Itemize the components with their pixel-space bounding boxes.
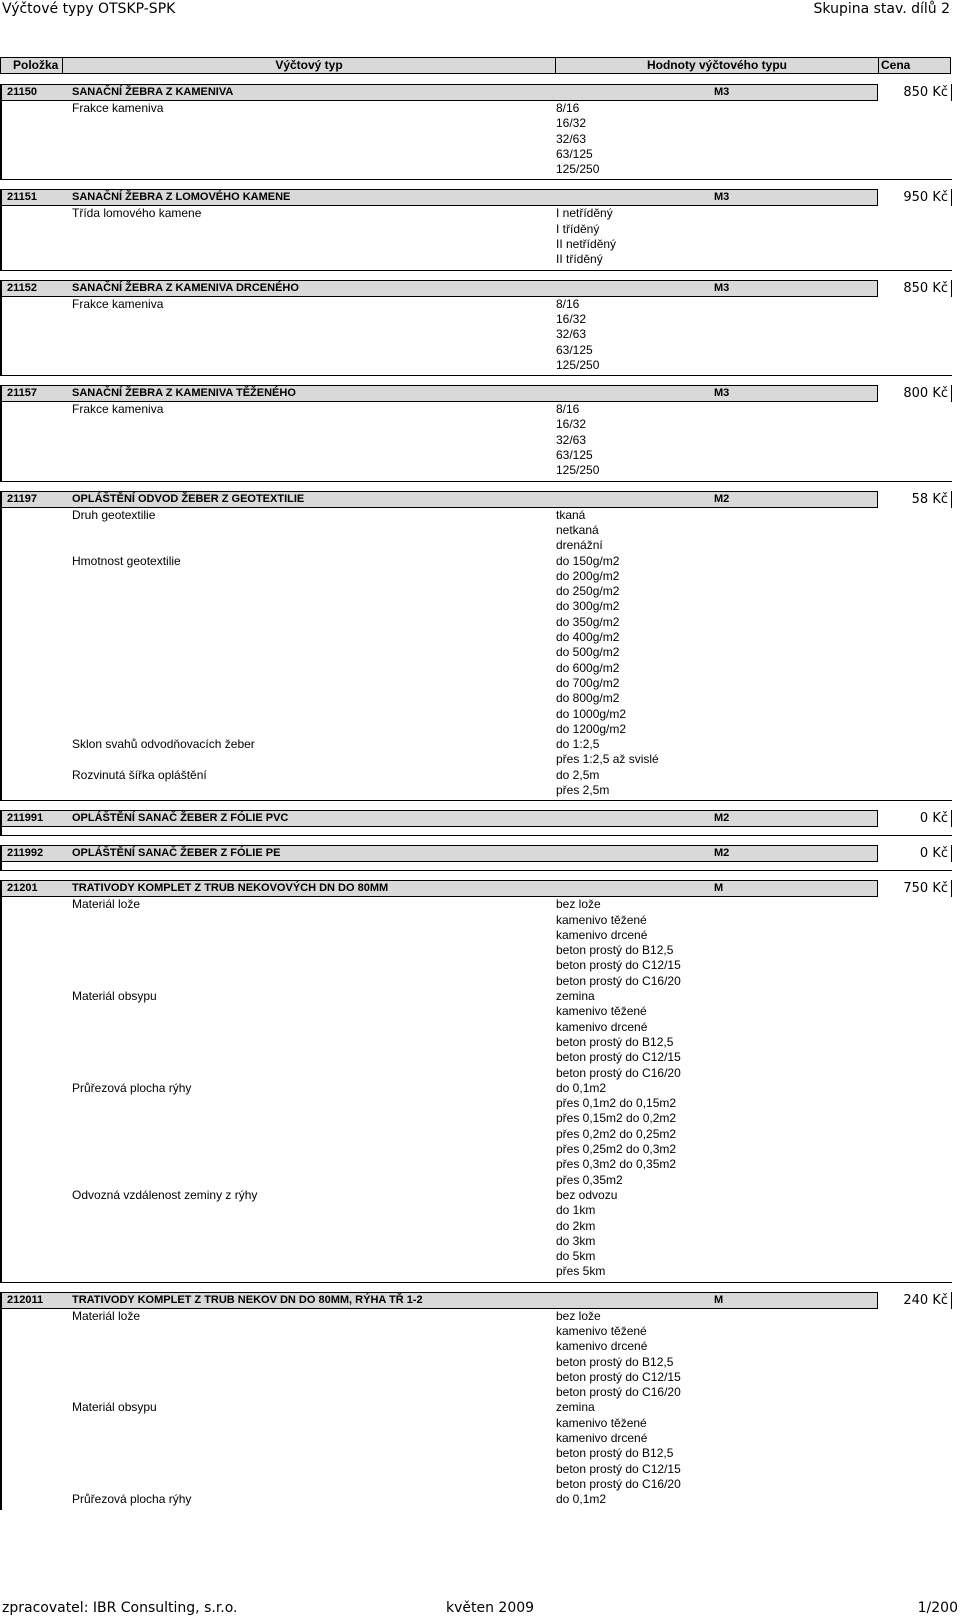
item-header-row: [0, 84, 952, 101]
property-value: 32/63: [556, 131, 587, 146]
property-name: Průřezová plocha rýhy: [72, 1080, 192, 1095]
item-block: [0, 84, 960, 180]
property-name: Hmotnost geotextilie: [72, 553, 181, 568]
property-values: [556, 1309, 681, 1401]
property-value: beton prostý do C12/15: [556, 958, 681, 973]
property-value: II tříděný: [556, 252, 603, 267]
property-value: do 200g/m2: [556, 568, 620, 583]
item-unit: M3: [714, 387, 730, 400]
property-value: 63/125: [556, 146, 593, 161]
item-body: [0, 297, 952, 376]
property-value: 32/63: [556, 432, 587, 447]
property-name: Materiál lože: [72, 897, 141, 912]
item-code: 211991: [7, 812, 44, 825]
property-row: [2, 297, 952, 373]
property-value: netkaná: [556, 522, 599, 537]
item-name: OPLÁŠTĚNÍ SANAČ ŽEBER Z FÓLIE PVC: [72, 812, 289, 825]
item-header-row: [0, 491, 952, 508]
item-body: [0, 897, 952, 1282]
item-price: 950 Kč: [877, 189, 951, 206]
property-value: beton prostý do C16/20: [556, 1476, 681, 1491]
property-value: beton prostý do C16/20: [556, 973, 681, 988]
item-body: [0, 508, 952, 802]
item-unit: M: [714, 882, 724, 895]
property-values: [556, 989, 681, 1081]
item-header-row: [0, 280, 952, 297]
property-value: do 1km: [556, 1203, 596, 1218]
property-value: 8/16: [556, 402, 580, 417]
item-block: [0, 189, 960, 270]
property-values: [556, 101, 599, 177]
item-code: 211992: [7, 847, 44, 860]
column-header-row: [0, 57, 952, 74]
property-value: beton prostý do B12,5: [556, 1354, 674, 1369]
property-value: beton prostý do C12/15: [556, 1461, 681, 1476]
item-unit: M2: [714, 847, 730, 860]
property-value: do 350g/m2: [556, 614, 620, 629]
property-value: I netříděný: [556, 206, 613, 221]
property-value: 8/16: [556, 296, 580, 311]
property-value: přes 0,25m2 do 0,3m2: [556, 1142, 677, 1157]
item-unit: M3: [714, 281, 730, 294]
property-value: 16/32: [556, 311, 587, 326]
item-block: [0, 1292, 960, 1510]
property-row: [2, 1081, 952, 1188]
property-value: do 300g/m2: [556, 599, 620, 614]
property-value: do 250g/m2: [556, 584, 620, 599]
item-price: 0 Kč: [877, 845, 951, 862]
property-row: [2, 1492, 952, 1507]
property-value: do 1:2,5: [556, 737, 600, 752]
property-value: do 2km: [556, 1218, 596, 1233]
item-header-row: [0, 189, 952, 206]
property-row: [2, 101, 952, 177]
item-block: [0, 280, 960, 376]
item-header-row: [0, 1292, 952, 1309]
item-name: SANAČNÍ ŽEBRA Z KAMENIVA TĚŽENÉHO: [72, 387, 296, 400]
property-value: 63/125: [556, 342, 593, 357]
property-value: beton prostý do C16/20: [556, 1065, 681, 1080]
header-group: Skupina stav. dílů 2: [813, 1, 950, 17]
property-row: [2, 508, 952, 554]
item-body: [0, 827, 952, 836]
item-body: [0, 206, 952, 270]
property-value: II netříděný: [556, 237, 617, 252]
property-value: beton prostý do B12,5: [556, 943, 674, 958]
item-unit: M2: [714, 492, 730, 505]
item-price: 800 Kč: [877, 385, 951, 402]
property-name: Druh geotextilie: [72, 507, 156, 522]
item-name: OPLÁŠTĚNÍ SANAČ ŽEBER Z FÓLIE PE: [72, 847, 281, 860]
item-code: 21197: [7, 492, 37, 505]
item-body: [0, 1309, 952, 1510]
property-value: kamenivo těžené: [556, 1324, 647, 1338]
property-name: Materiál obsypu: [72, 1400, 157, 1415]
item-name: TRATIVODY KOMPLET Z TRUB NEKOVOVÝCH DN DO 80MM: [72, 882, 389, 895]
property-value: zemina: [556, 989, 595, 1004]
item-price: 0 Kč: [877, 810, 951, 827]
column-header-item: Položka: [0, 57, 63, 74]
item-price: 58 Kč: [877, 491, 951, 508]
property-value: beton prostý do B12,5: [556, 1034, 674, 1049]
property-name: Třída lomového kamene: [72, 206, 202, 221]
item-name: SANAČNÍ ŽEBRA Z KAMENIVA: [72, 86, 234, 98]
item-code: 21201: [7, 882, 38, 895]
footer-date: květen 2009: [446, 1600, 535, 1616]
property-name: Frakce kameniva: [72, 101, 164, 115]
property-value: beton prostý do B12,5: [556, 1446, 674, 1461]
property-value: zemina: [556, 1400, 595, 1415]
column-header-type: Výčtový typ: [62, 57, 556, 74]
property-value: beton prostý do C12/15: [556, 1369, 681, 1384]
property-value: do 0,1m2: [556, 1492, 607, 1507]
property-value: do 5km: [556, 1249, 596, 1264]
item-block: [0, 810, 960, 836]
footer-page-number: 1/200: [917, 1600, 958, 1616]
column-header-price: Cena: [878, 57, 951, 74]
property-values: [556, 1400, 681, 1492]
item-code: 21150: [7, 86, 37, 98]
property-row: [2, 1309, 952, 1401]
property-value: drenážní: [556, 538, 603, 553]
property-values: [556, 1188, 617, 1280]
property-value: bez lože: [556, 897, 601, 912]
property-value: I tříděný: [556, 221, 600, 236]
column-header-values: Hodnoty výčtového typu: [555, 57, 879, 74]
property-row: [2, 1400, 952, 1492]
property-value: přes 0,35m2: [556, 1172, 623, 1187]
property-name: Materiál obsypu: [72, 989, 157, 1004]
property-name: Frakce kameniva: [72, 296, 164, 311]
property-value: kamenivo drcené: [556, 1431, 648, 1446]
item-price: 850 Kč: [877, 84, 951, 101]
item-body: [0, 402, 952, 481]
property-value: bez lože: [556, 1308, 601, 1323]
property-row: [2, 1188, 952, 1280]
property-values: [556, 737, 659, 768]
item-body: [0, 862, 952, 871]
item-code: 21152: [7, 281, 37, 294]
property-row: [2, 402, 952, 478]
property-name: Frakce kameniva: [72, 402, 164, 417]
item-code: 21151: [7, 191, 37, 204]
property-value: bez odvozu: [556, 1187, 618, 1202]
property-values: [556, 402, 599, 478]
property-values: [556, 1081, 676, 1188]
property-value: 32/63: [556, 327, 587, 342]
item-price: 750 Kč: [877, 880, 951, 897]
property-name: Materiál lože: [72, 1308, 141, 1323]
property-value: přes 0,2m2 do 0,25m2: [556, 1126, 677, 1141]
property-value: do 1000g/m2: [556, 706, 627, 721]
item-header-row: [0, 385, 952, 402]
property-value: kamenivo drcené: [556, 1019, 648, 1034]
property-value: 16/32: [556, 116, 587, 131]
property-value: do 2,5m: [556, 767, 600, 782]
item-price: 240 Kč: [877, 1292, 951, 1309]
property-value: přes 0,1m2 do 0,15m2: [556, 1096, 677, 1111]
item-code: 21157: [7, 387, 37, 400]
property-values: [556, 508, 603, 554]
item-unit: M3: [714, 191, 730, 204]
property-name: Průřezová plocha rýhy: [72, 1492, 192, 1507]
item-code: 212011: [7, 1293, 44, 1306]
property-value: kamenivo těžené: [556, 1004, 647, 1019]
item-name: SANAČNÍ ŽEBRA Z LOMOVÉHO KAMENE: [72, 191, 291, 204]
property-value: kamenivo těžené: [556, 912, 647, 927]
property-row: [2, 768, 952, 799]
property-value: 8/16: [556, 101, 580, 115]
item-name: SANAČNÍ ŽEBRA Z KAMENIVA DRCENÉHO: [72, 281, 299, 294]
item-block: [0, 491, 960, 802]
property-values: [556, 554, 626, 738]
property-values: [556, 206, 616, 267]
property-value: do 500g/m2: [556, 645, 620, 660]
item-block: [0, 880, 960, 1282]
property-value: beton prostý do C16/20: [556, 1385, 681, 1400]
item-name: OPLÁŠTĚNÍ ODVOD ŽEBER Z GEOTEXTILIE: [72, 492, 305, 505]
property-values: [556, 897, 681, 989]
property-value: do 700g/m2: [556, 675, 620, 690]
item-block: [0, 845, 960, 871]
property-value: do 150g/m2: [556, 553, 620, 568]
items-list: [0, 84, 960, 1519]
property-values: [556, 1492, 606, 1507]
property-values: [556, 768, 609, 799]
property-value: do 400g/m2: [556, 630, 620, 645]
item-header-row: [0, 880, 952, 897]
page-header: [2, 0, 958, 18]
property-row: [2, 554, 952, 738]
item-name: TRATIVODY KOMPLET Z TRUB NEKOV DN DO 80MM, RÝHA TŘ 1-2: [72, 1293, 423, 1306]
item-unit: M3: [714, 86, 730, 98]
property-value: 125/250: [556, 162, 600, 177]
item-body: [0, 101, 952, 180]
page-footer: [2, 1598, 958, 1618]
property-value: do 800g/m2: [556, 691, 620, 706]
property-value: 16/32: [556, 417, 587, 432]
property-value: kamenivo drcené: [556, 927, 648, 942]
property-name: Odvozná vzdálenost zeminy z rýhy: [72, 1187, 258, 1202]
property-value: přes 1:2,5 až svislé: [556, 752, 659, 767]
property-value: do 1200g/m2: [556, 721, 627, 736]
property-row: [2, 206, 952, 267]
item-block: [0, 385, 960, 481]
property-values: [556, 297, 599, 373]
property-value: do 3km: [556, 1233, 596, 1248]
item-price: 850 Kč: [877, 280, 951, 297]
property-value: přes 0,3m2 do 0,35m2: [556, 1157, 677, 1172]
property-value: do 0,1m2: [556, 1080, 607, 1095]
property-value: 125/250: [556, 357, 600, 372]
property-value: do 600g/m2: [556, 660, 620, 675]
item-header-row: [0, 810, 952, 827]
property-row: [2, 989, 952, 1081]
property-value: přes 0,15m2 do 0,2m2: [556, 1111, 677, 1126]
property-value: 63/125: [556, 448, 593, 463]
property-name: Rozvinutá šířka opláštění: [72, 767, 207, 782]
property-name: Sklon svahů odvodňovacích žeber: [72, 737, 255, 752]
item-header-row: [0, 845, 952, 862]
property-value: beton prostý do C12/15: [556, 1050, 681, 1065]
property-value: tkaná: [556, 507, 586, 522]
property-value: 125/250: [556, 463, 600, 478]
property-row: [2, 737, 952, 768]
footer-author: zpracovatel: IBR Consulting, s.r.o.: [2, 1600, 238, 1616]
property-value: přes 2,5m: [556, 782, 610, 797]
item-unit: M2: [714, 812, 730, 825]
item-unit: M: [714, 1293, 724, 1306]
property-row: [2, 897, 952, 989]
property-value: kamenivo těžené: [556, 1415, 647, 1430]
header-title: Výčtové typy OTSKP-SPK: [2, 1, 176, 17]
property-value: kamenivo drcené: [556, 1339, 648, 1354]
property-value: přes 5km: [556, 1264, 606, 1279]
